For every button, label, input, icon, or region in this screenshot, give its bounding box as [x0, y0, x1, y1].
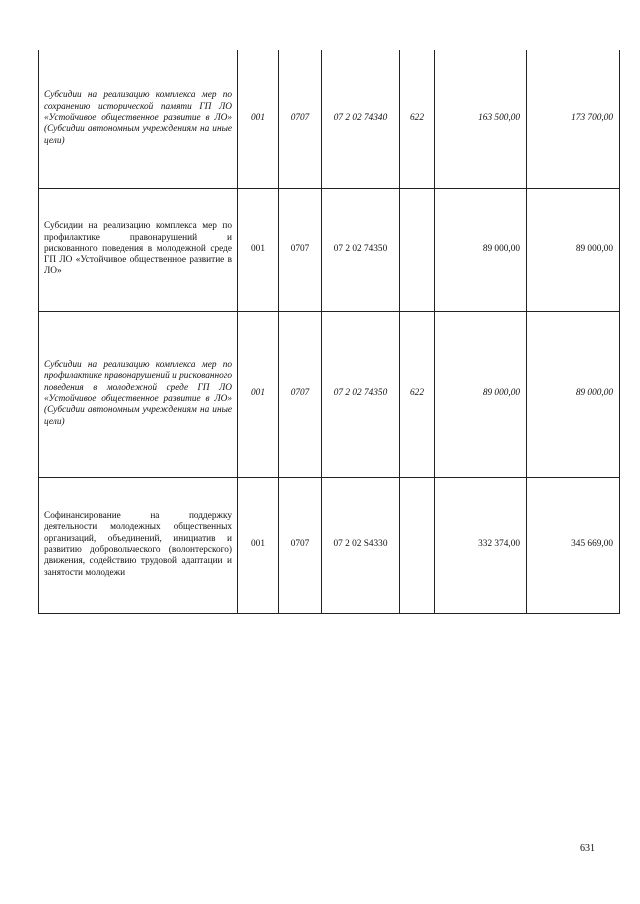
row-expense-type: 622: [400, 50, 435, 188]
row-expense-type: [400, 477, 435, 613]
row-amount-2: 345 669,00: [527, 477, 620, 613]
row-section-code: 0707: [279, 188, 322, 311]
row-amount-1: 332 374,00: [435, 477, 527, 613]
row-amount-2: 89 000,00: [527, 311, 620, 477]
budget-table: [38, 50, 620, 614]
row-expense-type: 622: [400, 311, 435, 477]
row-amount-2: 89 000,00: [527, 188, 620, 311]
row-target-code: 07 2 02 74340: [322, 50, 400, 188]
row-expense-type: [400, 188, 435, 311]
row-name: Субсидии на реализацию комплекса мер по профилактике правонарушений и рискованного поведения в молодежной среде ГП ЛО «Устойчивое общественное развитие в ЛО» (Субсидии автономным учреждениям на иные цели): [39, 311, 238, 477]
row-ministry-code: 001: [238, 50, 279, 188]
row-name: Субсидии на реализацию комплекса мер по сохранению исторической памяти ГП ЛО «Устойчивое общественное развитие в ЛО» (Субсидии автономным учреждениям на иные цели): [39, 50, 238, 188]
row-amount-1: 89 000,00: [435, 311, 527, 477]
row-name: Субсидии на реализацию комплекса мер по профилактике правонарушений и рискованного поведения в молодежной среде ГП ЛО «Устойчивое общественное развитие в ЛО»: [39, 188, 238, 311]
table-row: [39, 311, 620, 477]
page-number: 631: [580, 843, 595, 854]
row-section-code: 0707: [279, 50, 322, 188]
table-row: [39, 477, 620, 613]
row-section-code: 0707: [279, 477, 322, 613]
table-row: [39, 50, 620, 188]
row-ministry-code: 001: [238, 188, 279, 311]
row-ministry-code: 001: [238, 477, 279, 613]
row-amount-2: 173 700,00: [527, 50, 620, 188]
row-target-code: 07 2 02 74350: [322, 311, 400, 477]
row-target-code: 07 2 02 S4330: [322, 477, 400, 613]
row-section-code: 0707: [279, 311, 322, 477]
row-name: Софинансирование на поддержку деятельности молодежных общественных организаций, объединений, инициатив и развитию добровольческого (волонтерского) движения, содействию трудовой адаптации и занятости молодежи: [39, 477, 238, 613]
row-ministry-code: 001: [238, 311, 279, 477]
row-target-code: 07 2 02 74350: [322, 188, 400, 311]
row-amount-1: 163 500,00: [435, 50, 527, 188]
table-row: [39, 188, 620, 311]
row-amount-1: 89 000,00: [435, 188, 527, 311]
